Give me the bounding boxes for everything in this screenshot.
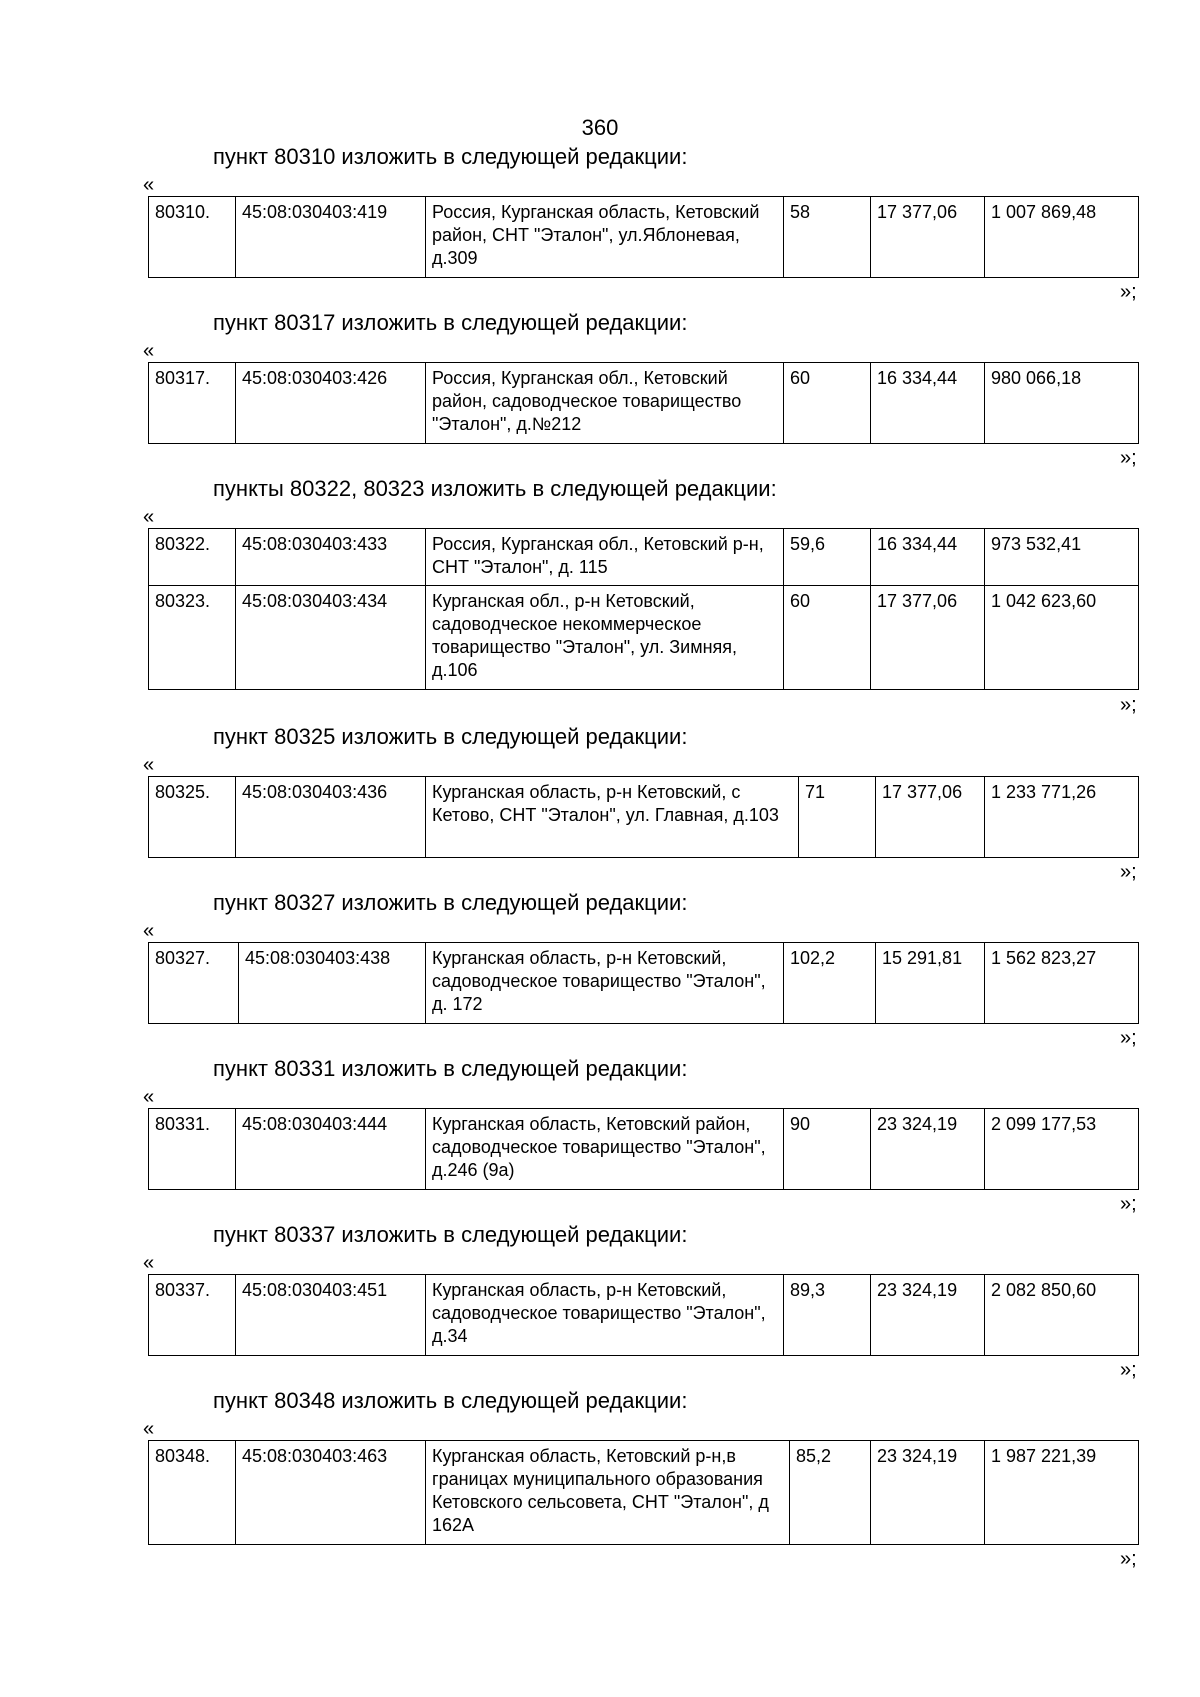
record-table — [148, 942, 1139, 1024]
section-80310 — [0, 144, 1200, 304]
close-quote: »; — [1120, 1359, 1137, 1381]
table-row — [149, 777, 1139, 858]
cell-area: 85,2 — [790, 1441, 871, 1545]
section-heading: пункт 80310 изложить в следующей редакции: — [213, 144, 688, 169]
open-quote: « — [143, 1418, 155, 1440]
open-quote: « — [143, 1086, 155, 1108]
section-80331 — [0, 1056, 1200, 1216]
open-quote: « — [143, 174, 155, 196]
cell-cadastral: 45:08:030403:444 — [236, 1109, 426, 1190]
cell-price: 17 377,06 — [871, 586, 985, 690]
close-quote: »; — [1120, 1027, 1137, 1049]
cell-cadastral: 45:08:030403:438 — [239, 943, 426, 1024]
section-heading: пункты 80322, 80323 изложить в следующей редакции: — [213, 476, 777, 501]
section-heading: пункт 80317 изложить в следующей редакции: — [213, 310, 688, 335]
close-quote: »; — [1120, 861, 1137, 883]
cell-price: 16 334,44 — [871, 363, 985, 444]
cell-area: 60 — [784, 586, 871, 690]
cell-address: Россия, Курганская обл., Кетовский р-н, СНТ "Эталон", д. 115 — [426, 529, 784, 586]
section-heading: пункт 80331 изложить в следующей редакции: — [213, 1056, 688, 1081]
record-table — [148, 528, 1139, 690]
close-quote: »; — [1120, 281, 1137, 303]
section-heading: пункт 80348 изложить в следующей редакции: — [213, 1388, 688, 1413]
cell-cadastral: 45:08:030403:434 — [236, 586, 426, 690]
section-80317 — [0, 310, 1200, 470]
section-80322-80323 — [0, 476, 1200, 716]
cell-cadastral: 45:08:030403:436 — [236, 777, 426, 858]
cell-address: Курганская область, р-н Кетовский, садоводческое товарищество "Эталон", д.34 — [426, 1275, 784, 1356]
record-table — [148, 362, 1139, 444]
cell-number: 80327. — [149, 943, 239, 1024]
cell-value: 1 562 823,27 — [985, 943, 1139, 1024]
section-80337 — [0, 1222, 1200, 1382]
cell-cadastral: 45:08:030403:426 — [236, 363, 426, 444]
cell-area: 102,2 — [784, 943, 876, 1024]
section-80348 — [0, 1388, 1200, 1588]
table-row — [149, 197, 1139, 278]
section-80327 — [0, 890, 1200, 1050]
record-table — [148, 1440, 1139, 1545]
cell-price: 17 377,06 — [871, 197, 985, 278]
table-row — [149, 586, 1139, 690]
cell-value: 973 532,41 — [985, 529, 1139, 586]
cell-price: 23 324,19 — [871, 1109, 985, 1190]
cell-price: 16 334,44 — [871, 529, 985, 586]
cell-area: 60 — [784, 363, 871, 444]
cell-area: 58 — [784, 197, 871, 278]
cell-number: 80337. — [149, 1275, 236, 1356]
open-quote: « — [143, 1252, 155, 1274]
open-quote: « — [143, 506, 155, 528]
section-heading: пункт 80337 изложить в следующей редакции: — [213, 1222, 688, 1247]
open-quote: « — [143, 340, 155, 362]
page-number: 360 — [581, 115, 619, 140]
cell-price: 17 377,06 — [876, 777, 985, 858]
table-row — [149, 1441, 1139, 1545]
close-quote: »; — [1120, 1193, 1137, 1215]
cell-area: 59,6 — [784, 529, 871, 586]
table-row — [149, 1275, 1139, 1356]
cell-address: Курганская область, Кетовский р-н,в границах муниципального образования Кетовского сельсовета, СНТ "Эталон", д 162А — [426, 1441, 790, 1545]
cell-area: 90 — [784, 1109, 871, 1190]
cell-value: 1 007 869,48 — [985, 197, 1139, 278]
table-row — [149, 363, 1139, 444]
cell-area: 89,3 — [784, 1275, 871, 1356]
cell-number: 80322. — [149, 529, 236, 586]
cell-address: Курганская обл., р-н Кетовский, садоводческое некоммерческое товарищество "Эталон", ул. Зимняя, д.106 — [426, 586, 784, 690]
section-80325 — [0, 724, 1200, 884]
cell-cadastral: 45:08:030403:419 — [236, 197, 426, 278]
cell-cadastral: 45:08:030403:463 — [236, 1441, 426, 1545]
table-row — [149, 529, 1139, 586]
cell-value: 2 099 177,53 — [985, 1109, 1139, 1190]
cell-number: 80310. — [149, 197, 236, 278]
cell-number: 80331. — [149, 1109, 236, 1190]
cell-price: 23 324,19 — [871, 1441, 985, 1545]
cell-number: 80325. — [149, 777, 236, 858]
table-row — [149, 1109, 1139, 1190]
cell-number: 80323. — [149, 586, 236, 690]
cell-number: 80317. — [149, 363, 236, 444]
open-quote: « — [143, 754, 155, 776]
cell-address: Курганская область, р-н Кетовский, садоводческое товарищество "Эталон", д. 172 — [426, 943, 784, 1024]
cell-area: 71 — [799, 777, 876, 858]
record-table — [148, 776, 1139, 858]
open-quote: « — [143, 920, 155, 942]
close-quote: »; — [1120, 1548, 1137, 1570]
cell-value: 1 042 623,60 — [985, 586, 1139, 690]
cell-address: Россия, Курганская обл., Кетовский район, садоводческое товарищество "Эталон", д.№212 — [426, 363, 784, 444]
cell-value: 1 987 221,39 — [985, 1441, 1139, 1545]
record-table — [148, 1274, 1139, 1356]
close-quote: »; — [1120, 447, 1137, 469]
cell-address: Курганская область, Кетовский район, садоводческое товарищество "Эталон", д.246 (9а) — [426, 1109, 784, 1190]
cell-address: Россия, Курганская область, Кетовский район, СНТ "Эталон", ул.Яблоневая, д.309 — [426, 197, 784, 278]
cell-cadastral: 45:08:030403:451 — [236, 1275, 426, 1356]
cell-value: 2 082 850,60 — [985, 1275, 1139, 1356]
record-table — [148, 196, 1139, 278]
section-heading: пункт 80325 изложить в следующей редакции: — [213, 724, 688, 749]
record-table — [148, 1108, 1139, 1190]
cell-value: 1 233 771,26 — [985, 777, 1139, 858]
cell-price: 23 324,19 — [871, 1275, 985, 1356]
cell-cadastral: 45:08:030403:433 — [236, 529, 426, 586]
cell-value: 980 066,18 — [985, 363, 1139, 444]
section-heading: пункт 80327 изложить в следующей редакции: — [213, 890, 688, 915]
cell-number: 80348. — [149, 1441, 236, 1545]
close-quote: »; — [1120, 694, 1137, 716]
cell-price: 15 291,81 — [876, 943, 985, 1024]
cell-address: Курганская область, р-н Кетовский, с Кетово, СНТ "Эталон", ул. Главная, д.103 — [426, 777, 799, 858]
table-row — [149, 943, 1139, 1024]
